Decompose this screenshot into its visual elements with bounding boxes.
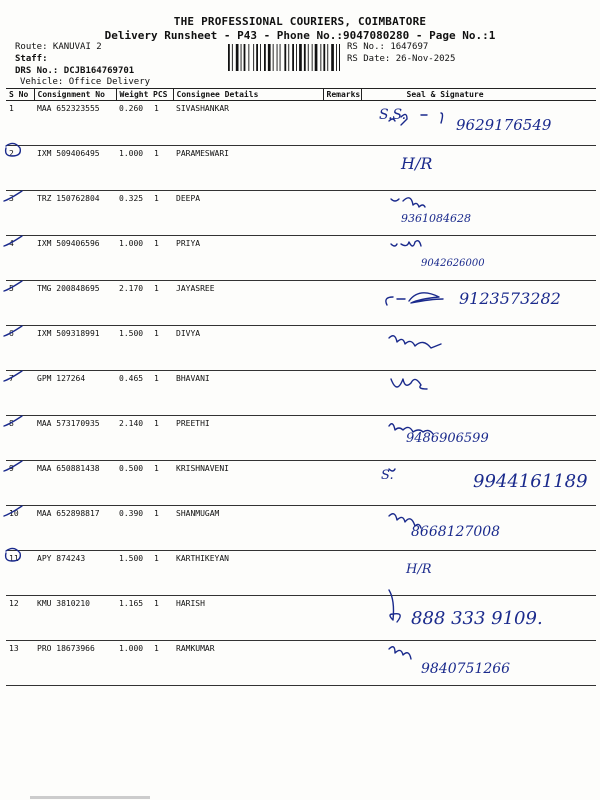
rs-number: RS No.: 1647697	[347, 42, 429, 52]
cell-consignee: BHAVANI	[173, 371, 323, 416]
sno-value: 3	[9, 194, 14, 203]
signature-name: S.S.	[379, 107, 407, 123]
tick-mark-icon	[2, 365, 24, 383]
cell-signature	[361, 146, 596, 191]
cell-signature	[361, 281, 596, 326]
cell-sno	[6, 146, 34, 191]
cell-signature	[361, 101, 596, 146]
cell-signature	[361, 461, 596, 506]
cell-remarks	[323, 506, 361, 551]
cell-weight: 1.500	[116, 326, 153, 371]
cell-remarks	[323, 236, 361, 281]
barcode-bar	[273, 44, 274, 71]
cell-remarks	[323, 281, 361, 326]
sno-value: 4	[9, 239, 14, 248]
cell-weight: 1.500	[116, 551, 153, 596]
drs-number	[15, 66, 134, 76]
cell-pcs: 1	[153, 461, 173, 506]
cell-sno	[6, 416, 34, 461]
barcode-bar	[284, 44, 286, 71]
signature-phone: 9629176549	[456, 116, 552, 134]
cell-weight: 0.500	[116, 461, 153, 506]
signature-phone: 9840751266	[421, 661, 511, 677]
cell-consignment-no: APY 874243	[34, 551, 116, 596]
route-label: Route: KANUVAI 2	[15, 42, 102, 52]
barcode-bar	[331, 44, 334, 71]
signature-scribble	[361, 326, 600, 367]
cell-sno	[6, 281, 34, 326]
signature-scribble	[361, 371, 600, 412]
cell-signature	[361, 416, 596, 461]
cell-pcs: 1	[153, 101, 173, 146]
cell-consignee: KARTHIKEYAN	[173, 551, 323, 596]
cell-remarks	[323, 326, 361, 371]
barcode-bar	[339, 44, 340, 71]
tick-mark-icon	[2, 320, 24, 338]
cell-consignee: DIVYA	[173, 326, 323, 371]
cell-weight: 1.165	[116, 596, 153, 641]
signature-phone: 9486906599	[406, 431, 489, 446]
sno-value: 11	[9, 554, 19, 563]
table-row	[6, 551, 596, 596]
cell-weight: 0.325	[116, 191, 153, 236]
cell-consignment-no: IXM 509406495	[34, 146, 116, 191]
sno-value: 9	[9, 464, 14, 473]
table-row	[6, 146, 596, 191]
col-weight: Weight	[116, 89, 153, 101]
cell-sno	[6, 596, 34, 641]
scan-edge-mark	[30, 796, 150, 799]
cell-consignee: KRISHNAVENI	[173, 461, 323, 506]
barcode-bar	[320, 44, 321, 71]
tick-mark-icon	[2, 500, 24, 518]
barcode-image	[228, 44, 340, 71]
cell-pcs: 1	[153, 596, 173, 641]
cell-sno	[6, 641, 34, 686]
barcode-bar	[280, 44, 281, 71]
barcode-bar	[296, 44, 297, 71]
sno-value: 2	[9, 149, 14, 158]
drs-label: DRS No.:	[15, 66, 59, 76]
cell-consignee: JAYASREE	[173, 281, 323, 326]
barcode-bar	[256, 44, 258, 71]
cell-consignee: SIVASHANKAR	[173, 101, 323, 146]
cell-consignment-no: IXM 509406596	[34, 236, 116, 281]
cell-consignee: RAMKUMAR	[173, 641, 323, 686]
tick-mark-icon	[2, 410, 24, 428]
barcode-bar	[241, 44, 242, 71]
barcode-bar	[336, 44, 337, 71]
cell-pcs: 1	[153, 326, 173, 371]
cell-consignment-no: TMG 200848695	[34, 281, 116, 326]
cell-remarks	[323, 641, 361, 686]
barcode-bar	[312, 44, 313, 71]
cell-remarks	[323, 191, 361, 236]
cell-remarks	[323, 146, 361, 191]
cell-weight: 1.000	[116, 146, 153, 191]
barcode-bar	[264, 44, 266, 71]
col-consignment: Consignment No	[34, 89, 116, 101]
cell-weight: 1.000	[116, 236, 153, 281]
barcode-bar	[292, 44, 294, 71]
cell-weight: 2.140	[116, 416, 153, 461]
document-title: THE PROFESSIONAL COURIERS, COIMBATORE	[173, 15, 427, 28]
cell-consignment-no: MAA 652898817	[34, 506, 116, 551]
sno-value: 5	[9, 284, 14, 293]
col-pcs: PCS	[153, 89, 173, 101]
cell-consignee: SHANMUGAM	[173, 506, 323, 551]
signature-scribble	[361, 551, 600, 592]
cell-consignment-no: IXM 509318991	[34, 326, 116, 371]
barcode-bar	[236, 44, 239, 71]
runsheet-table	[6, 88, 596, 686]
cell-consignee: HARISH	[173, 596, 323, 641]
cell-signature	[361, 551, 596, 596]
signature-scribble	[361, 146, 600, 187]
tick-mark-icon	[2, 455, 24, 473]
sno-value: 8	[9, 419, 14, 428]
table-row	[6, 596, 596, 641]
barcode-bar	[299, 44, 302, 71]
cell-pcs: 1	[153, 371, 173, 416]
signature-scribble	[361, 191, 600, 232]
table-header-row	[6, 89, 596, 101]
signature-phone: 9042626000	[421, 258, 485, 269]
signature-phone: 888 333 9109.	[411, 608, 543, 629]
table-row	[6, 461, 596, 506]
cell-consignment-no: MAA 573170935	[34, 416, 116, 461]
signature-phone: 9123573282	[459, 289, 561, 308]
col-remarks: Remarks	[323, 89, 361, 101]
cell-sno	[6, 506, 34, 551]
cell-pcs: 1	[153, 191, 173, 236]
signature-phone: 9944161189	[473, 471, 588, 492]
cell-pcs: 1	[153, 146, 173, 191]
cell-sno	[6, 461, 34, 506]
cell-weight: 0.260	[116, 101, 153, 146]
table-row	[6, 281, 596, 326]
cell-signature	[361, 191, 596, 236]
col-consignee: Consignee Details	[173, 89, 323, 101]
runsheet-subtitle: Delivery Runsheet - P43 - Phone No.:9047080280 - Page No.:1	[104, 29, 496, 42]
cell-remarks	[323, 461, 361, 506]
cell-consignee: PREETHI	[173, 416, 323, 461]
cell-remarks	[323, 416, 361, 461]
table-row	[6, 416, 596, 461]
sno-value: 10	[9, 509, 19, 518]
barcode-bar	[323, 44, 325, 71]
cell-consignee: DEEPA	[173, 191, 323, 236]
barcode-bar	[327, 44, 328, 71]
sno-value: 7	[9, 374, 14, 383]
cell-signature	[361, 506, 596, 551]
table-row	[6, 101, 596, 146]
table-row	[6, 371, 596, 416]
cell-sno	[6, 551, 34, 596]
cell-consignment-no: TRZ 150762804	[34, 191, 116, 236]
cell-sno	[6, 326, 34, 371]
cell-consignment-no: GPM 127264	[34, 371, 116, 416]
signature-phone: 9361084628	[401, 212, 471, 225]
cell-pcs: 1	[153, 236, 173, 281]
signature-name: S.	[381, 468, 394, 483]
cell-signature	[361, 326, 596, 371]
table-row	[6, 641, 596, 686]
col-seal-signature: Seal & Signature	[361, 89, 596, 101]
barcode-bar	[232, 44, 233, 71]
barcode-bar	[308, 44, 309, 71]
cell-remarks	[323, 596, 361, 641]
col-sno: S No	[6, 89, 34, 101]
cell-signature	[361, 371, 596, 416]
cell-consignment-no: KMU 3810210	[34, 596, 116, 641]
cell-weight: 1.000	[116, 641, 153, 686]
barcode-bar	[228, 44, 230, 71]
cell-sno	[6, 101, 34, 146]
cell-remarks	[323, 371, 361, 416]
cell-consignment-no: PRO 18673966	[34, 641, 116, 686]
barcode-bar	[277, 44, 278, 71]
circle-mark-icon	[2, 140, 24, 158]
tick-mark-icon	[2, 230, 24, 248]
cell-weight: 0.465	[116, 371, 153, 416]
barcode-bar	[288, 44, 289, 71]
staff-label: Staff:	[15, 54, 48, 64]
cell-consignment-no: MAA 652323555	[34, 101, 116, 146]
signature-phone: 8668127008	[411, 524, 501, 540]
cell-weight: 2.170	[116, 281, 153, 326]
barcode-bar	[253, 44, 254, 71]
cell-weight: 0.390	[116, 506, 153, 551]
tick-mark-icon	[2, 185, 24, 203]
cell-consignment-no: MAA 650881438	[34, 461, 116, 506]
barcode-bar	[315, 44, 318, 71]
table-row	[6, 236, 596, 281]
signature-phone: H/R	[401, 154, 433, 173]
barcode-bar	[268, 44, 271, 71]
barcode-bar	[304, 44, 306, 71]
cell-remarks	[323, 551, 361, 596]
rs-date: RS Date: 26-Nov-2025	[347, 54, 456, 64]
cell-consignee: PARAMESWARI	[173, 146, 323, 191]
signature-phone: H/R	[406, 562, 432, 577]
barcode-bar	[260, 44, 261, 71]
cell-remarks	[323, 101, 361, 146]
cell-pcs: 1	[153, 416, 173, 461]
sno-value: 12	[9, 599, 19, 608]
cell-sno	[6, 236, 34, 281]
table-row	[6, 326, 596, 371]
vehicle-label: Vehicle: Office Delivery	[20, 77, 151, 87]
table-row	[6, 191, 596, 236]
table-row	[6, 506, 596, 551]
barcode-bar	[248, 44, 249, 71]
drs-value: DCJB164769701	[63, 66, 135, 76]
sno-value: 1	[9, 104, 14, 113]
sno-value: 6	[9, 329, 14, 338]
cell-signature	[361, 641, 596, 686]
circle-mark-icon	[2, 545, 24, 563]
cell-consignee: PRIYA	[173, 236, 323, 281]
cell-sno	[6, 191, 34, 236]
barcode-bar	[244, 44, 246, 71]
sno-value: 13	[9, 644, 19, 653]
cell-pcs: 1	[153, 281, 173, 326]
tick-mark-icon	[2, 275, 24, 293]
cell-signature	[361, 236, 596, 281]
cell-sno	[6, 371, 34, 416]
signature-scribble	[361, 236, 600, 277]
cell-signature	[361, 596, 596, 641]
cell-pcs: 1	[153, 641, 173, 686]
cell-pcs: 1	[153, 551, 173, 596]
cell-pcs: 1	[153, 506, 173, 551]
